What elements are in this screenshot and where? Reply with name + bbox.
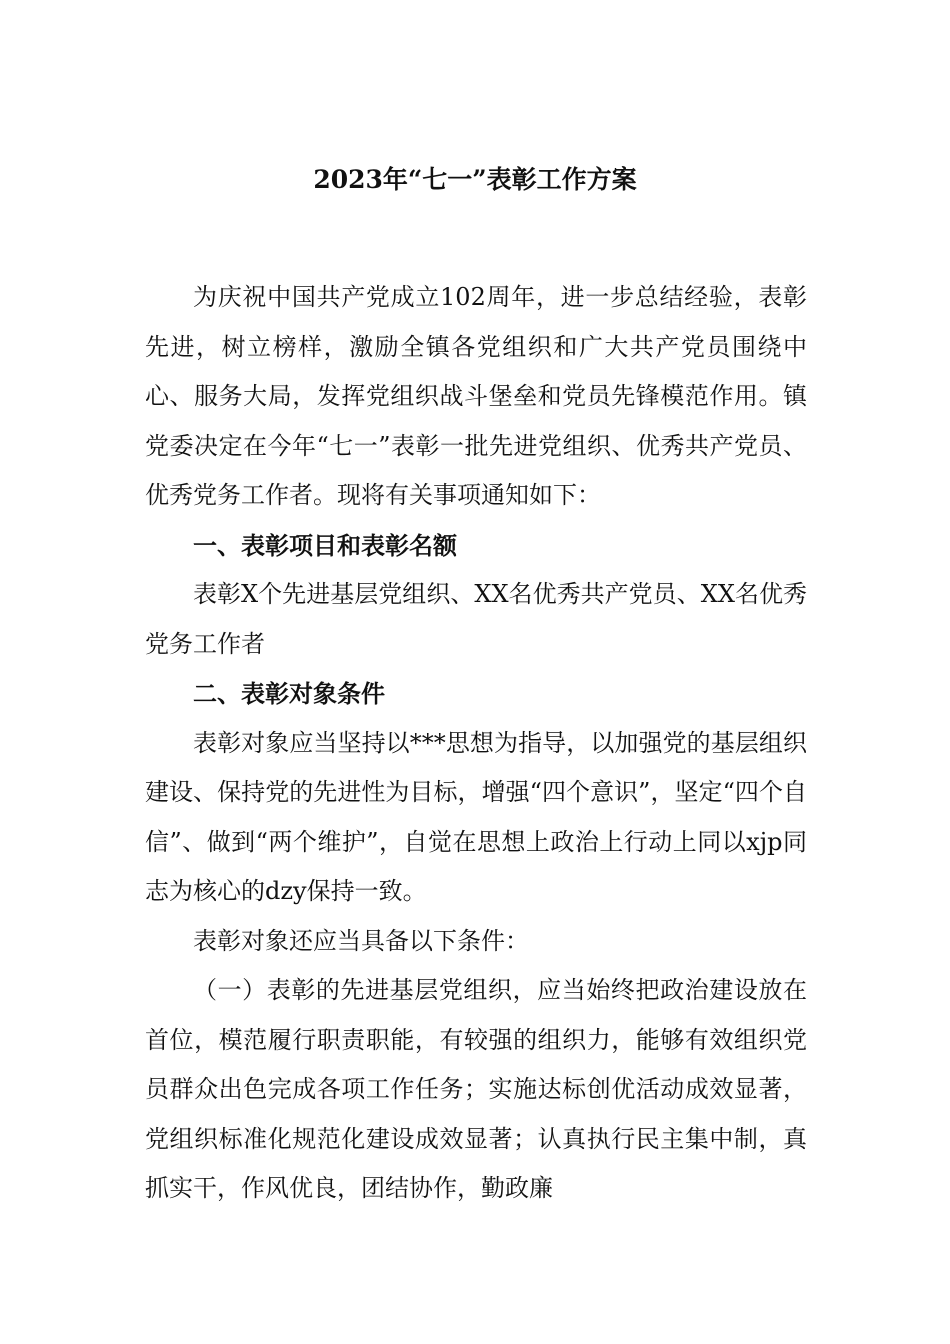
section-2-paragraph: 表彰对象应当坚持以***思想为指导，以加强党的基层组织建设、保持党的先进性为目标，增强“四个意识”，坚定“四个自信”、做到“两个维护”，自觉在思想上政治上行动上同以xjp同志为核心的dzy保持一致。 (145, 728, 807, 905)
section-heading-1: 一、表彰项目和表彰名额 (193, 530, 457, 560)
section-1-paragraph: 表彰X个先进基层党组织、XX名优秀共产党员、XX名优秀党务工作者 (145, 580, 807, 658)
intro-paragraph: 为庆祝中国共产党成立102周年，进一步总结经验，表彰先进，树立榜样，激励全镇各党组织和广大共产党员围绕中心、服务大局，发挥党组织战斗堡垒和党员先锋模范作用。镇党委决定在今年“七一”表彰一批先进党组织、优秀共产党员、优秀党务工作者。现将有关事项通知如下： (145, 283, 807, 509)
document-body (145, 273, 807, 1214)
conditions-intro-paragraph: 表彰对象还应当具备以下条件： (193, 926, 529, 955)
document-title: 2023年“七一”表彰工作方案 (313, 165, 637, 194)
section-heading-2: 二、表彰对象条件 (193, 679, 385, 708)
condition-1-paragraph: （一）表彰的先进基层党组织，应当始终把政治建设放在首位，模范履行职责职能，有较强的组织力，能够有效组织党员群众出色完成各项工作任务；实施达标创优活动成效显著，党组织标准化规范化建设成效显著；认真执行民主集中制，真抓实干，作风优良，团结协作，勤政廉 (145, 976, 807, 1202)
